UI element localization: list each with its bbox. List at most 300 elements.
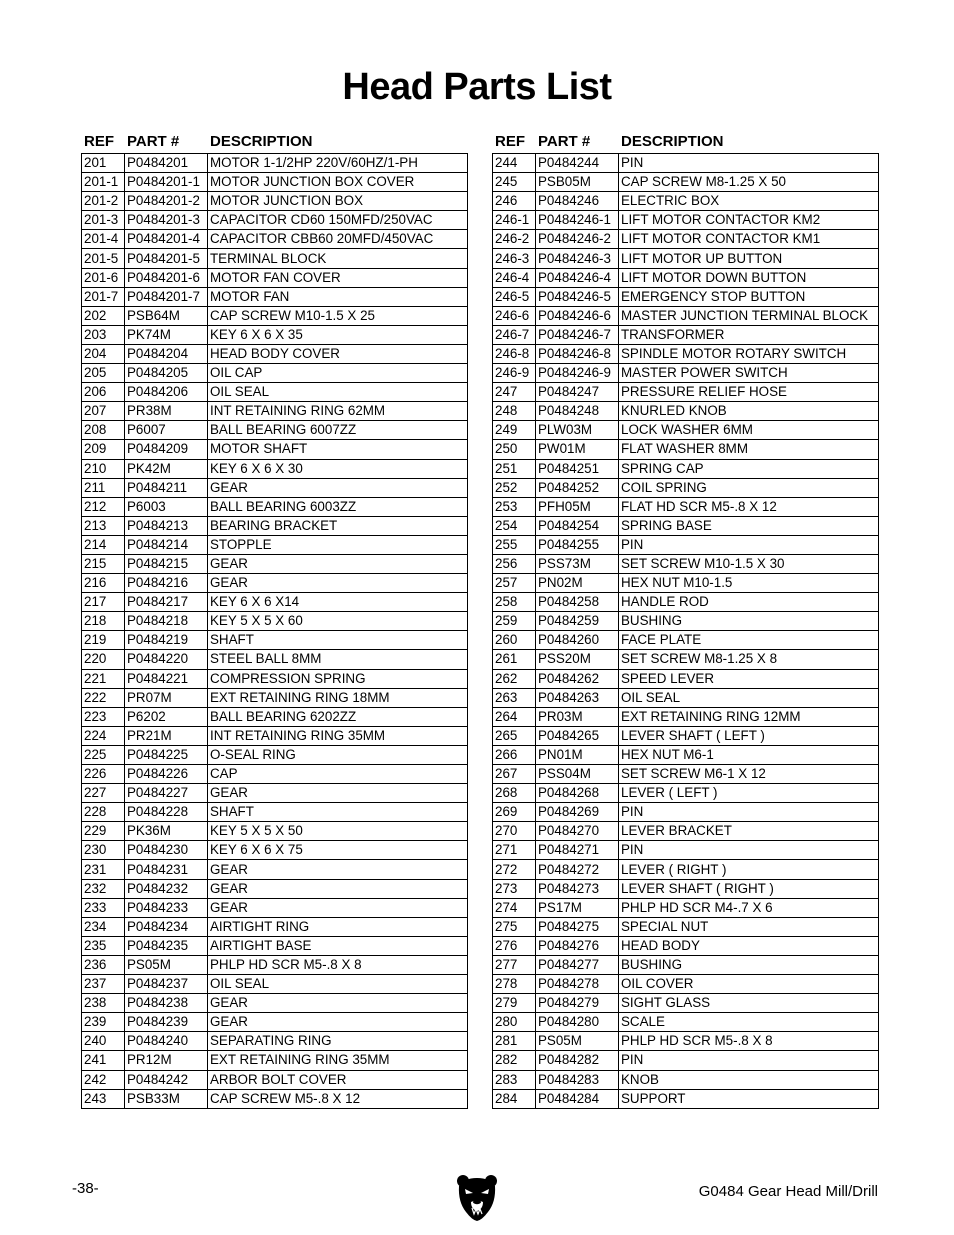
part-number-cell: P0484275 [536, 917, 619, 936]
part-number-cell: PLW03M [536, 421, 619, 440]
description-cell: BALL BEARING 6202ZZ [208, 707, 468, 726]
table-row [493, 574, 879, 593]
ref-cell: 209 [82, 440, 125, 459]
description-cell: PIN [619, 535, 879, 554]
ref-cell: 279 [493, 994, 536, 1013]
ref-cell: 246-9 [493, 364, 536, 383]
table-row [493, 1032, 879, 1051]
description-cell: TERMINAL BLOCK [208, 249, 468, 268]
ref-cell: 270 [493, 822, 536, 841]
part-number-cell: P0484239 [125, 1013, 208, 1032]
description-cell: SET SCREW M8-1.25 X 8 [619, 650, 879, 669]
ref-cell: 277 [493, 955, 536, 974]
table-row [493, 421, 879, 440]
table-row [493, 726, 879, 745]
ref-cell: 274 [493, 898, 536, 917]
part-number-cell: P0484215 [125, 554, 208, 573]
table-row [493, 554, 879, 573]
description-cell: OIL SEAL [208, 383, 468, 402]
ref-cell: 230 [82, 841, 125, 860]
part-number-cell: P0484278 [536, 975, 619, 994]
ref-cell: 246-3 [493, 249, 536, 268]
description-cell: LIFT MOTOR DOWN BUTTON [619, 268, 879, 287]
ref-cell: 250 [493, 440, 536, 459]
description-cell: GEAR [208, 1013, 468, 1032]
description-cell: HEX NUT M10-1.5 [619, 574, 879, 593]
ref-cell: 272 [493, 860, 536, 879]
part-number-cell: P0484237 [125, 975, 208, 994]
table-row [493, 192, 879, 211]
part-number-cell: PK36M [125, 822, 208, 841]
table-row [493, 268, 879, 287]
part-number-cell: P0484258 [536, 593, 619, 612]
part-number-cell: P0484201-4 [125, 230, 208, 249]
ref-cell: 220 [82, 650, 125, 669]
description-cell: MOTOR JUNCTION BOX [208, 192, 468, 211]
description-cell: LOCK WASHER 6MM [619, 421, 879, 440]
table-row [82, 211, 468, 230]
parts-table-left [81, 131, 468, 1109]
table-row [82, 383, 468, 402]
description-cell: GEAR [208, 554, 468, 573]
ref-cell: 221 [82, 669, 125, 688]
table-row [82, 841, 468, 860]
description-cell: TRANSFORMER [619, 325, 879, 344]
description-cell: FACE PLATE [619, 631, 879, 650]
ref-cell: 267 [493, 765, 536, 784]
description-cell: CAPACITOR CBB60 20MFD/450VAC [208, 230, 468, 249]
table-row [493, 803, 879, 822]
ref-cell: 280 [493, 1013, 536, 1032]
description-cell: GEAR [208, 478, 468, 497]
table-row [493, 879, 879, 898]
part-number-cell: P0484227 [125, 784, 208, 803]
part-number-cell: P0484273 [536, 879, 619, 898]
table-row [493, 230, 879, 249]
part-number-cell: P0484234 [125, 917, 208, 936]
table-row [82, 459, 468, 478]
table-row [493, 344, 879, 363]
description-cell: PIN [619, 154, 879, 173]
ref-cell: 265 [493, 726, 536, 745]
description-cell: EMERGENCY STOP BUTTON [619, 287, 879, 306]
description-cell: SHAFT [208, 631, 468, 650]
ref-cell: 248 [493, 402, 536, 421]
table-row [82, 268, 468, 287]
part-number-cell: P0484201-5 [125, 249, 208, 268]
ref-cell: 222 [82, 688, 125, 707]
part-number-cell: P0484265 [536, 726, 619, 745]
table-row [82, 535, 468, 554]
table-row [82, 478, 468, 497]
ref-cell: 269 [493, 803, 536, 822]
part-number-cell: P0484233 [125, 898, 208, 917]
part-number-cell: PK42M [125, 459, 208, 478]
description-cell: PHLP HD SCR M4-.7 X 6 [619, 898, 879, 917]
ref-cell: 242 [82, 1070, 125, 1089]
part-number-cell: P0484251 [536, 459, 619, 478]
description-cell: BUSHING [619, 612, 879, 631]
ref-cell: 281 [493, 1032, 536, 1051]
header-ref: REF [495, 133, 525, 150]
ref-cell: 235 [82, 936, 125, 955]
part-number-cell: P0484230 [125, 841, 208, 860]
description-cell: KEY 5 X 5 X 50 [208, 822, 468, 841]
description-cell: MOTOR SHAFT [208, 440, 468, 459]
ref-cell: 210 [82, 459, 125, 478]
ref-cell: 276 [493, 936, 536, 955]
description-cell: SPEED LEVER [619, 669, 879, 688]
table-row [82, 917, 468, 936]
description-cell: LEVER SHAFT ( RIGHT ) [619, 879, 879, 898]
part-number-cell: P0484255 [536, 535, 619, 554]
description-cell: AIRTIGHT BASE [208, 936, 468, 955]
ref-cell: 217 [82, 593, 125, 612]
part-number-cell: P0484246-5 [536, 287, 619, 306]
ref-cell: 208 [82, 421, 125, 440]
table-row [493, 516, 879, 535]
table-row [493, 535, 879, 554]
ref-cell: 201-5 [82, 249, 125, 268]
table-row [82, 936, 468, 955]
part-number-cell: P6003 [125, 497, 208, 516]
ref-cell: 212 [82, 497, 125, 516]
ref-cell: 224 [82, 726, 125, 745]
part-number-cell: P0484254 [536, 516, 619, 535]
parts-table-right [492, 131, 879, 1109]
description-cell: LEVER SHAFT ( LEFT ) [619, 726, 879, 745]
bear-head-icon [454, 1172, 500, 1222]
part-number-cell: PSS04M [536, 765, 619, 784]
part-number-cell: P0484244 [536, 154, 619, 173]
table-row [493, 707, 879, 726]
description-cell: COIL SPRING [619, 478, 879, 497]
table-row [82, 249, 468, 268]
description-cell: SET SCREW M6-1 X 12 [619, 765, 879, 784]
part-number-cell: P0484271 [536, 841, 619, 860]
part-number-cell: P0484246-4 [536, 268, 619, 287]
table-row [493, 211, 879, 230]
part-number-cell: PSB64M [125, 306, 208, 325]
part-number-cell: P0484246-3 [536, 249, 619, 268]
table-row [82, 612, 468, 631]
description-cell: MASTER POWER SWITCH [619, 364, 879, 383]
part-number-cell: PSS20M [536, 650, 619, 669]
table-row [493, 249, 879, 268]
table-row [493, 1013, 879, 1032]
ref-cell: 258 [493, 593, 536, 612]
description-cell: GEAR [208, 879, 468, 898]
ref-cell: 206 [82, 383, 125, 402]
description-cell: KNOB [619, 1070, 879, 1089]
part-number-cell: P0484201-1 [125, 173, 208, 192]
table-row [82, 669, 468, 688]
description-cell: LEVER ( LEFT ) [619, 784, 879, 803]
description-cell: LIFT MOTOR CONTACTOR KM1 [619, 230, 879, 249]
table-row [493, 287, 879, 306]
description-cell: SIGHT GLASS [619, 994, 879, 1013]
table-row [82, 994, 468, 1013]
ref-cell: 246-8 [493, 344, 536, 363]
description-cell: KEY 6 X 6 X 75 [208, 841, 468, 860]
table-row [493, 383, 879, 402]
table-row [82, 154, 468, 173]
ref-cell: 252 [493, 478, 536, 497]
table-row [493, 841, 879, 860]
model-name: G0484 Gear Head Mill/Drill [698, 1183, 878, 1200]
part-number-cell: P6007 [125, 421, 208, 440]
part-number-cell: PN02M [536, 574, 619, 593]
part-number-cell: P0484220 [125, 650, 208, 669]
table-row [493, 898, 879, 917]
table-row [493, 478, 879, 497]
part-number-cell: P0484246-7 [536, 325, 619, 344]
part-number-cell: P0484238 [125, 994, 208, 1013]
description-cell: OIL SEAL [619, 688, 879, 707]
description-cell: EXT RETAINING RING 18MM [208, 688, 468, 707]
part-number-cell: P0484263 [536, 688, 619, 707]
description-cell: BALL BEARING 6007ZZ [208, 421, 468, 440]
table-row [493, 173, 879, 192]
ref-cell: 215 [82, 554, 125, 573]
part-number-cell: P0484262 [536, 669, 619, 688]
table-row [82, 287, 468, 306]
table-row [82, 306, 468, 325]
part-number-cell: P0484211 [125, 478, 208, 497]
part-number-cell: P0484246-2 [536, 230, 619, 249]
ref-cell: 228 [82, 803, 125, 822]
ref-cell: 218 [82, 612, 125, 631]
description-cell: PIN [619, 803, 879, 822]
description-cell: LEVER BRACKET [619, 822, 879, 841]
table-row [493, 955, 879, 974]
table-row [493, 1051, 879, 1070]
ref-cell: 254 [493, 516, 536, 535]
table-row [493, 822, 879, 841]
part-number-cell: P0484283 [536, 1070, 619, 1089]
ref-cell: 256 [493, 554, 536, 573]
table-row [82, 516, 468, 535]
table-row [493, 936, 879, 955]
ref-cell: 227 [82, 784, 125, 803]
ref-cell: 226 [82, 765, 125, 784]
part-number-cell: P0484201-7 [125, 287, 208, 306]
description-cell: SPECIAL NUT [619, 917, 879, 936]
table-row [493, 306, 879, 325]
table-row [82, 707, 468, 726]
description-cell: O-SEAL RING [208, 745, 468, 764]
table-row [82, 574, 468, 593]
part-number-cell: P0484218 [125, 612, 208, 631]
table-row [82, 325, 468, 344]
part-number-cell: P0484216 [125, 574, 208, 593]
part-number-cell: P0484206 [125, 383, 208, 402]
ref-cell: 246 [493, 192, 536, 211]
description-cell: SUPPORT [619, 1089, 879, 1108]
description-cell: KEY 5 X 5 X 60 [208, 612, 468, 631]
table-row [493, 745, 879, 764]
description-cell: MASTER JUNCTION TERMINAL BLOCK [619, 306, 879, 325]
table-row [82, 173, 468, 192]
ref-cell: 223 [82, 707, 125, 726]
description-cell: CAP SCREW M8-1.25 X 50 [619, 173, 879, 192]
table-row [493, 1070, 879, 1089]
page-number: -38- [72, 1180, 99, 1197]
description-cell: BEARING BRACKET [208, 516, 468, 535]
part-number-cell: P0484259 [536, 612, 619, 631]
description-cell: SEPARATING RING [208, 1032, 468, 1051]
table-row [82, 497, 468, 516]
header-part: PART # [538, 133, 591, 150]
table-row [82, 631, 468, 650]
description-cell: CAP [208, 765, 468, 784]
table-row [82, 344, 468, 363]
ref-cell: 284 [493, 1089, 536, 1108]
table-header [492, 131, 879, 151]
description-cell: GEAR [208, 994, 468, 1013]
description-cell: LEVER ( RIGHT ) [619, 860, 879, 879]
part-number-cell: PK74M [125, 325, 208, 344]
ref-cell: 201-6 [82, 268, 125, 287]
table-row [493, 631, 879, 650]
ref-cell: 201 [82, 154, 125, 173]
part-number-cell: PR12M [125, 1051, 208, 1070]
part-number-cell: PSS73M [536, 554, 619, 573]
description-cell: MOTOR FAN COVER [208, 268, 468, 287]
ref-cell: 271 [493, 841, 536, 860]
ref-cell: 207 [82, 402, 125, 421]
description-cell: PHLP HD SCR M5-.8 X 8 [208, 955, 468, 974]
ref-cell: 239 [82, 1013, 125, 1032]
table-row [493, 860, 879, 879]
table-row [493, 650, 879, 669]
part-number-cell: PR03M [536, 707, 619, 726]
ref-cell: 246-2 [493, 230, 536, 249]
table-row [82, 650, 468, 669]
part-number-cell: P6202 [125, 707, 208, 726]
ref-cell: 283 [493, 1070, 536, 1089]
part-number-cell: PS05M [536, 1032, 619, 1051]
description-cell: SPINDLE MOTOR ROTARY SWITCH [619, 344, 879, 363]
ref-cell: 263 [493, 688, 536, 707]
table-row [82, 765, 468, 784]
table-row [493, 325, 879, 344]
table-row [493, 402, 879, 421]
table-row [82, 1051, 468, 1070]
ref-cell: 251 [493, 459, 536, 478]
table-row [82, 364, 468, 383]
ref-cell: 244 [493, 154, 536, 173]
part-number-cell: P0484246-8 [536, 344, 619, 363]
part-number-cell: P0484240 [125, 1032, 208, 1051]
ref-cell: 253 [493, 497, 536, 516]
table-row [82, 822, 468, 841]
part-number-cell: P0484279 [536, 994, 619, 1013]
ref-cell: 278 [493, 975, 536, 994]
part-number-cell: P0484219 [125, 631, 208, 650]
table-row [82, 726, 468, 745]
table-row [82, 593, 468, 612]
description-cell: INT RETAINING RING 62MM [208, 402, 468, 421]
table-row [493, 765, 879, 784]
part-number-cell: P0484201 [125, 154, 208, 173]
description-cell: GEAR [208, 574, 468, 593]
description-cell: INT RETAINING RING 35MM [208, 726, 468, 745]
table-row [493, 440, 879, 459]
ref-cell: 275 [493, 917, 536, 936]
table-row [493, 669, 879, 688]
part-number-cell: P0484268 [536, 784, 619, 803]
part-number-cell: P0484272 [536, 860, 619, 879]
ref-cell: 241 [82, 1051, 125, 1070]
ref-cell: 245 [493, 173, 536, 192]
ref-cell: 201-1 [82, 173, 125, 192]
part-number-cell: P0484252 [536, 478, 619, 497]
description-cell: KEY 6 X 6 X 35 [208, 325, 468, 344]
part-number-cell: P0484270 [536, 822, 619, 841]
table-row [493, 994, 879, 1013]
description-cell: SHAFT [208, 803, 468, 822]
table-row [493, 688, 879, 707]
ref-cell: 238 [82, 994, 125, 1013]
table-row [493, 612, 879, 631]
ref-cell: 204 [82, 344, 125, 363]
table-row [82, 803, 468, 822]
description-cell: ELECTRIC BOX [619, 192, 879, 211]
description-cell: PRESSURE RELIEF HOSE [619, 383, 879, 402]
description-cell: FLAT HD SCR M5-.8 X 12 [619, 497, 879, 516]
part-number-cell: PS05M [125, 955, 208, 974]
description-cell: HEAD BODY [619, 936, 879, 955]
page-title: Head Parts List [342, 66, 612, 108]
part-number-cell: P0484269 [536, 803, 619, 822]
description-cell: KEY 6 X 6 X14 [208, 593, 468, 612]
description-cell: GEAR [208, 898, 468, 917]
part-number-cell: P0484226 [125, 765, 208, 784]
description-cell: KNURLED KNOB [619, 402, 879, 421]
ref-cell: 216 [82, 574, 125, 593]
description-cell: OIL CAP [208, 364, 468, 383]
table-row [82, 192, 468, 211]
part-number-cell: P0484276 [536, 936, 619, 955]
description-cell: PIN [619, 841, 879, 860]
part-number-cell: PN01M [536, 745, 619, 764]
ref-cell: 246-7 [493, 325, 536, 344]
description-cell: LIFT MOTOR UP BUTTON [619, 249, 879, 268]
ref-cell: 201-7 [82, 287, 125, 306]
part-number-cell: PS17M [536, 898, 619, 917]
description-cell: FLAT WASHER 8MM [619, 440, 879, 459]
table-row [82, 1089, 468, 1108]
description-cell: EXT RETAINING RING 35MM [208, 1051, 468, 1070]
table-row [493, 459, 879, 478]
table-header [81, 131, 468, 151]
description-cell: MOTOR FAN [208, 287, 468, 306]
ref-cell: 266 [493, 745, 536, 764]
part-number-cell: P0484228 [125, 803, 208, 822]
description-cell: SPRING BASE [619, 516, 879, 535]
ref-cell: 225 [82, 745, 125, 764]
part-number-cell: PR07M [125, 688, 208, 707]
part-number-cell: PSB33M [125, 1089, 208, 1108]
ref-cell: 205 [82, 364, 125, 383]
description-cell: MOTOR 1-1/2HP 220V/60HZ/1-PH [208, 154, 468, 173]
part-number-cell: PR21M [125, 726, 208, 745]
ref-cell: 213 [82, 516, 125, 535]
ref-cell: 231 [82, 860, 125, 879]
ref-cell: 202 [82, 306, 125, 325]
part-number-cell: P0484246 [536, 192, 619, 211]
